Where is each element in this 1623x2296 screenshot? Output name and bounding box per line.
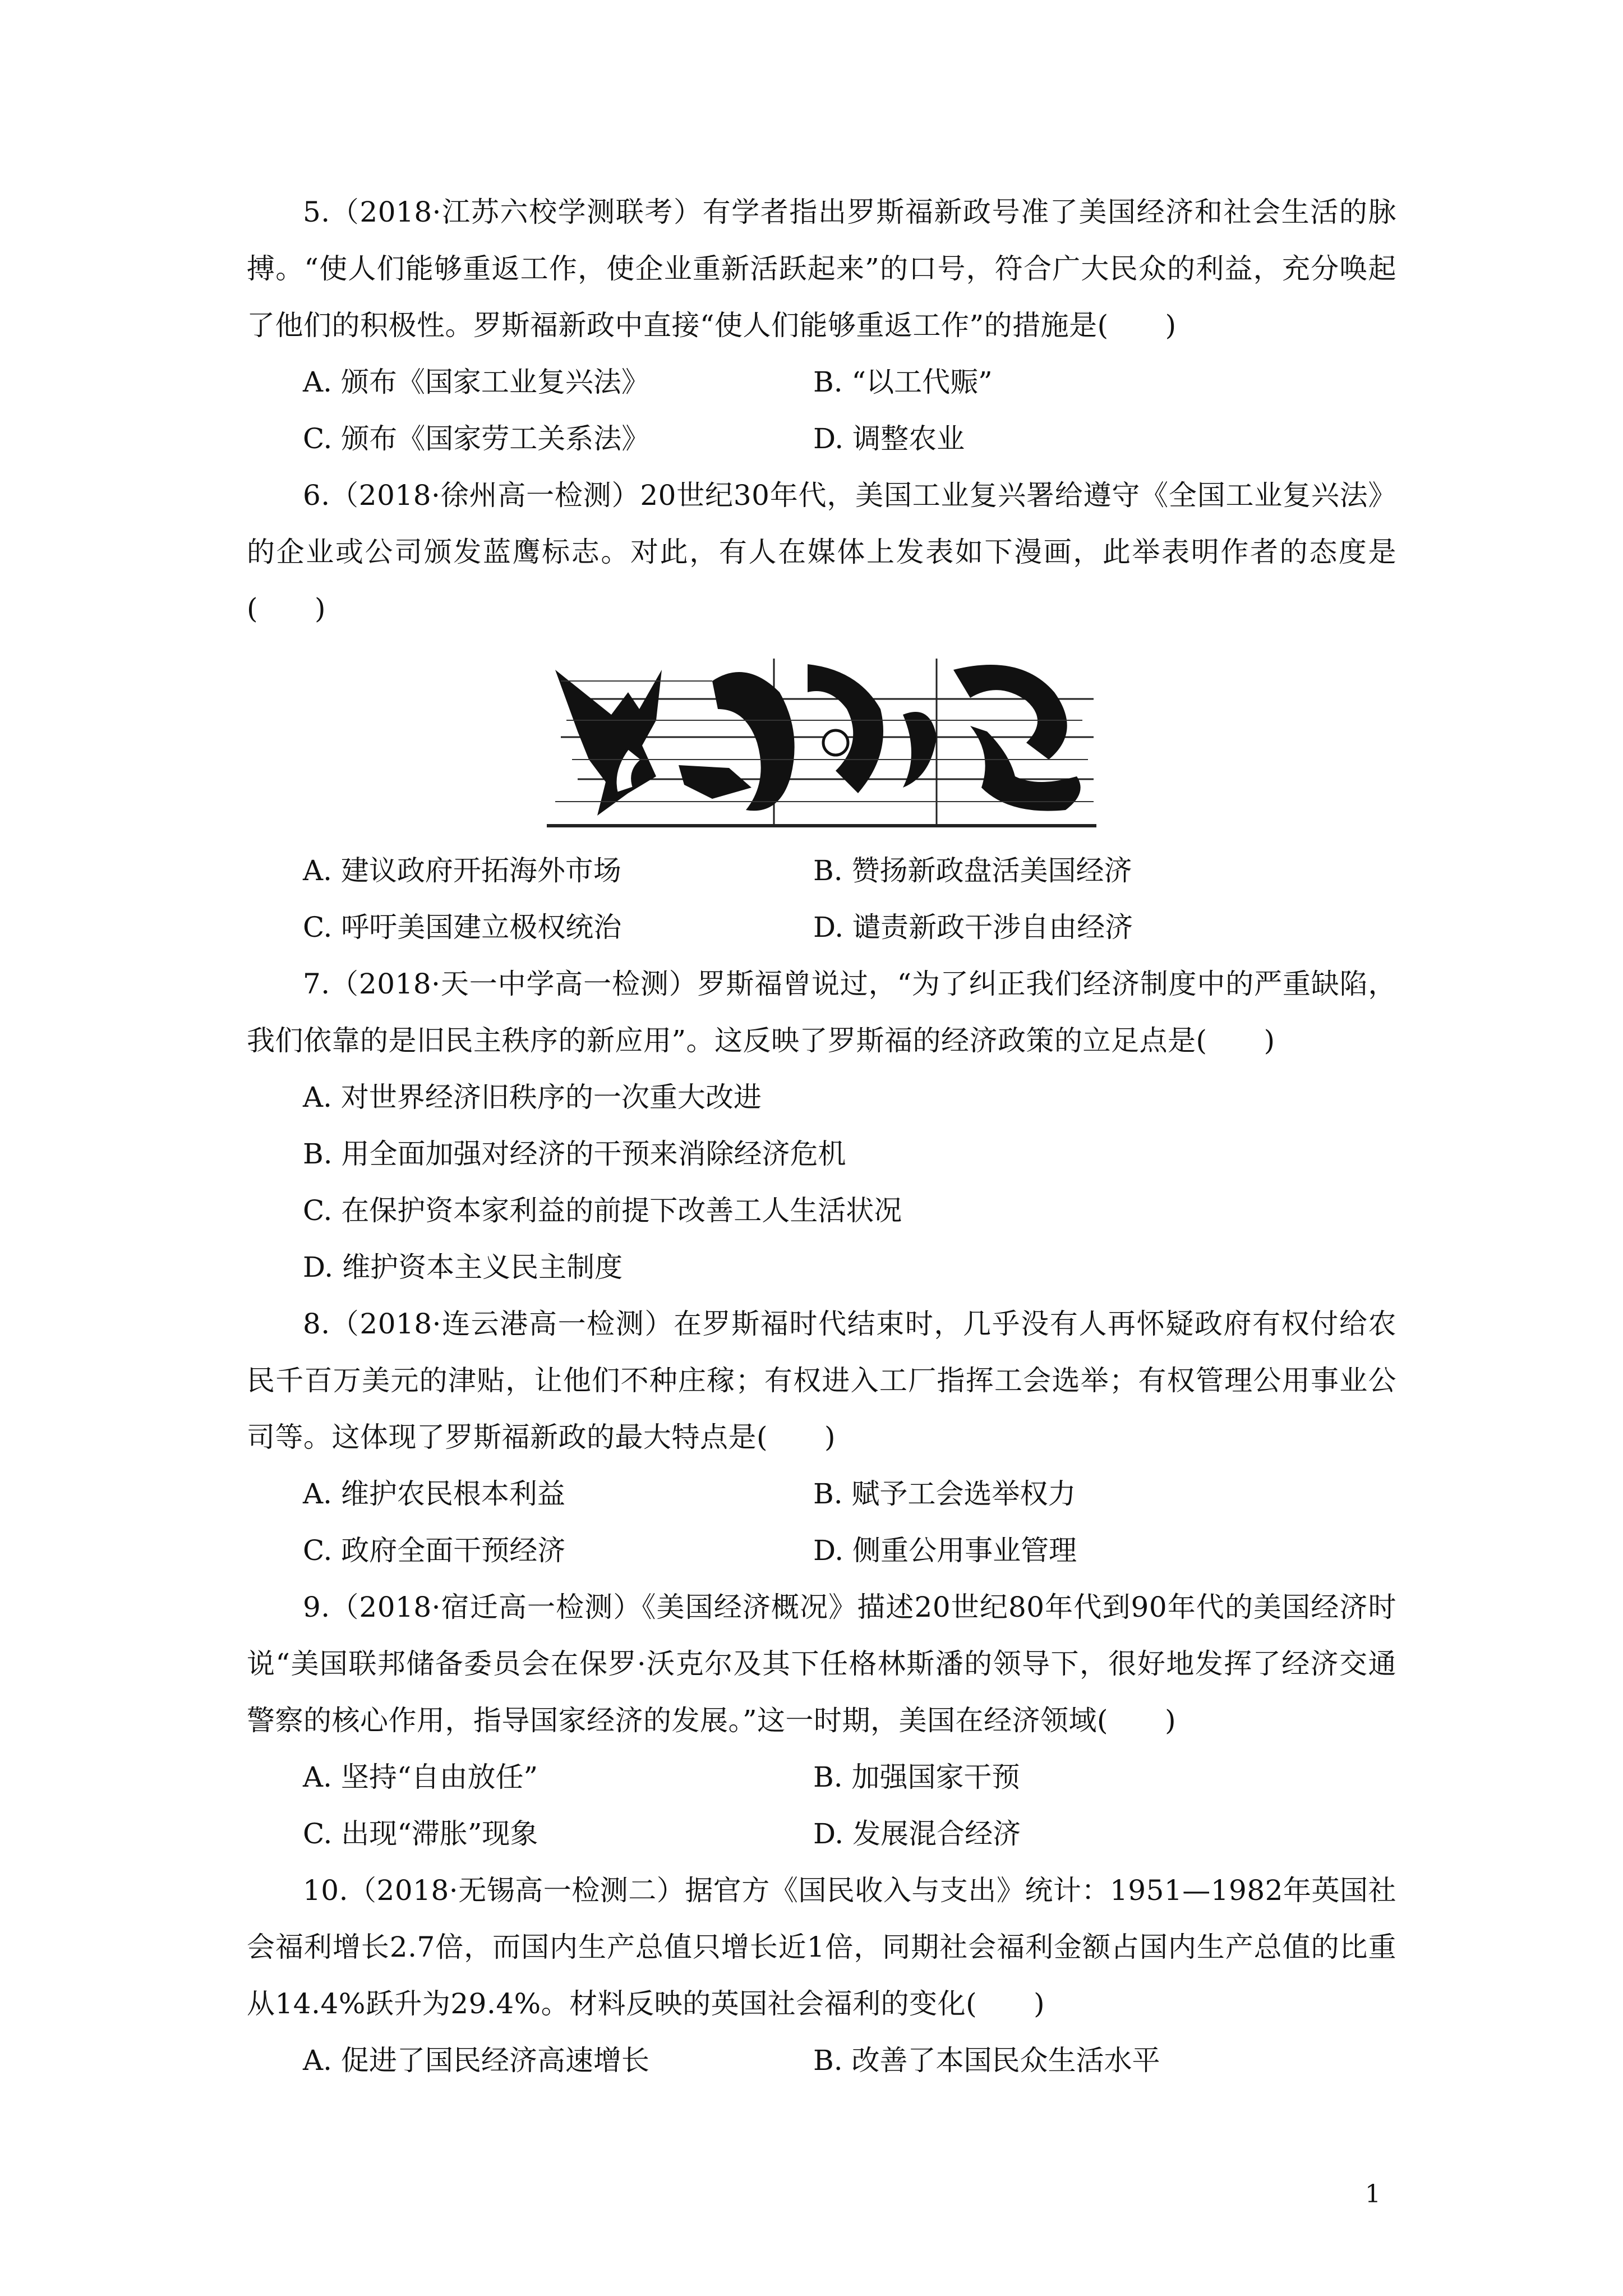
question-9-options-row-1 [247,1749,1396,1806]
question-5-stem: 5.（2018·江苏六校学测联考）有学者指出罗斯福新政号准了美国经济和社会生活的脉搏。“使人们能够重返工作，使企业重新活跃起来”的口号，符合广大民众的利益，充分唤起了他们的积极性。罗斯福新政中直接“使人们能够重返工作”的措施是( ) [247,196,1396,342]
question-5-option-a: A. 颁布《国家工业复兴法》 [303,366,649,398]
question-7-stem: 7.（2018·天一中学高一检测）罗斯福曾说过，“为了纠正我们经济制度中的严重缺陷，我们依靠的是旧民主秩序的新应用”。这反映了罗斯福的经济政策的立足点是( ) [247,968,1396,1057]
question-9-stem: 9.（2018·宿迁高一检测）《美国经济概况》描述20世纪80年代到90年代的美国经济时说“美国联邦储备委员会在保罗·沃克尔及其下任格林斯潘的领导下，很好地发挥了经济交通警察的核心作用，指导国家经济的发展。”这一时期，美国在经济领域( ) [247,1591,1396,1737]
question-7-option-a: A. 对世界经济旧秩序的一次重大改进 [303,1081,762,1114]
question-list [247,184,1396,2089]
question-6-options-row-2 [247,899,1396,956]
page-number: 1 [1365,2180,1381,2208]
question-10-stem: 10.（2018·无锡高一检测二）据官方《国民收入与支出》统计：1951—1982年英国社会福利增长2.7倍，而国内生产总值只增长近1倍，同期社会福利金额占国内生产总值的比重从14.4%跃升为29.4%。材料反映的英国社会福利的变化( ) [247,1874,1396,2020]
question-8-stem: 8.（2018·连云港高一检测）在罗斯福时代结束时，几乎没有人再怀疑政府有权付给农民千百万美元的津贴，让他们不种庄稼；有权进入工厂指挥工会选举；有权管理公用事业公司等。这体现了罗斯福新政的最大特点是( ) [247,1308,1396,1453]
question-8-option-c: C. 政府全面干预经济 [303,1534,566,1567]
question-8-option-d: D. 侧重公用事业管理 [813,1534,1077,1567]
question-8-options-row-1 [247,1466,1396,1522]
question-9-option-c: C. 出现“滞胀”现象 [303,1818,538,1850]
question-9-option-b: B. 加强国家干预 [813,1761,1020,1793]
question-8-options-row-2 [247,1522,1396,1579]
question-6-option-b: B. 赞扬新政盘活美国经济 [813,854,1132,887]
question-5-option-c: C. 颁布《国家劳工关系法》 [303,422,650,455]
question-6-option-a: A. 建议政府开拓海外市场 [303,854,621,887]
question-7-option-b: B. 用全面加强对经济的干预来消除经济危机 [303,1138,846,1170]
question-8-option-b: B. 赋予工会选举权力 [813,1478,1076,1510]
question-5-option-d: D. 调整农业 [813,422,965,455]
question-8-option-a: A. 维护农民根本利益 [303,1478,565,1510]
question-6-option-d: D. 谴责新政干涉自由经济 [813,911,1133,944]
cartoon-figure [247,647,1396,834]
question-10-options-row-1 [247,2032,1396,2089]
question-5-option-b: B. “以工代赈” [813,366,993,398]
question-10-option-a: A. 促进了国民经济高速增长 [303,2044,649,2077]
question-5-options-row-1 [247,354,1396,411]
question-6-options-row-1 [247,843,1396,899]
question-9-option-a: A. 坚持“自由放任” [303,1761,538,1793]
question-10-option-b: B. 改善了本国民众生活水平 [813,2044,1160,2077]
blue-eagle-cartoon-image [544,647,1099,834]
question-7-option-d: D. 维护资本主义民主制度 [303,1251,623,1283]
question-5-options-row-2 [247,411,1396,467]
question-6-stem: 6.（2018·徐州高一检测）20世纪30年代，美国工业复兴署给遵守《全国工业复兴法》的企业或公司颁发蓝鹰标志。对此，有人在媒体上发表如下漫画，此举表明作者的态度是( ) [247,479,1396,625]
question-7-option-c: C. 在保护资本家利益的前提下改善工人生活状况 [303,1194,902,1227]
question-6-option-c: C. 呼吁美国建立极权统治 [303,911,622,944]
question-9-options-row-2 [247,1806,1396,1862]
question-9-option-d: D. 发展混合经济 [813,1818,1021,1850]
